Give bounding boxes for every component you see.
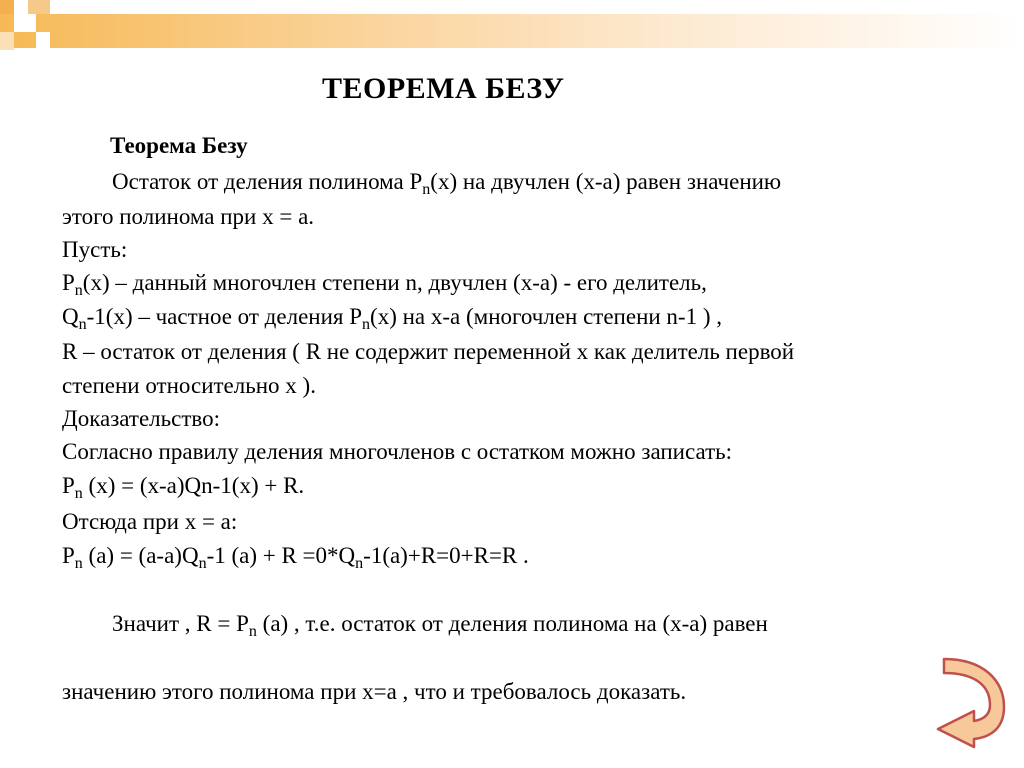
statement-line-2: этого полинома при x = a. — [62, 204, 315, 229]
rule-line: Согласно правилу деления многочленов с остатком можно записать: — [62, 439, 732, 464]
equation-1: $P_n$ (x) = (x-a)Qn-1(x) + R. — [62, 473, 305, 502]
slide-title: ТЕОРЕМА БЕЗУ — [322, 72, 565, 105]
equation-2: $P_n$ $(a) = (a-a)Q_n-1$ $(a) + R =0*Q_n-1(a)+R=0+R=R$ . — [62, 543, 529, 572]
p-definition-line: $P_n(x)$ – данный многочлен степени n, двучлен (x-a) - его делитель, — [62, 270, 707, 299]
let-label: Пусть: — [62, 237, 128, 262]
curved-return-arrow-icon[interactable] — [934, 655, 1008, 749]
conclusion-line-2: значению этого полинома при x=a , что и требовалось доказать. — [62, 679, 687, 704]
r-definition-line-1: R – остаток от деления ( R не содержит переменной x как делитель первой — [62, 339, 795, 364]
conclusion-line-1: Значит , $R = P_n$ (a) , т.е. остаток от деления полинома на (x-a) равен — [112, 611, 768, 640]
header-decoration — [0, 14, 1024, 48]
q-definition-line: $Q_n-1(x)$ – частное от деления $P_n(x)$ на x-a (многочлен степени n-1 ) , — [62, 304, 723, 333]
theorem-heading: Теорема Безу — [110, 133, 248, 158]
hence-line: Отсюда при x = a: — [62, 509, 238, 534]
proof-label: Доказательство: — [62, 406, 221, 431]
statement-line-1: Остаток от деления полинома $P_n(x)$ на двучлен (x-a) равен значению — [112, 169, 782, 198]
r-definition-line-2: степени относительно x ). — [62, 373, 316, 398]
